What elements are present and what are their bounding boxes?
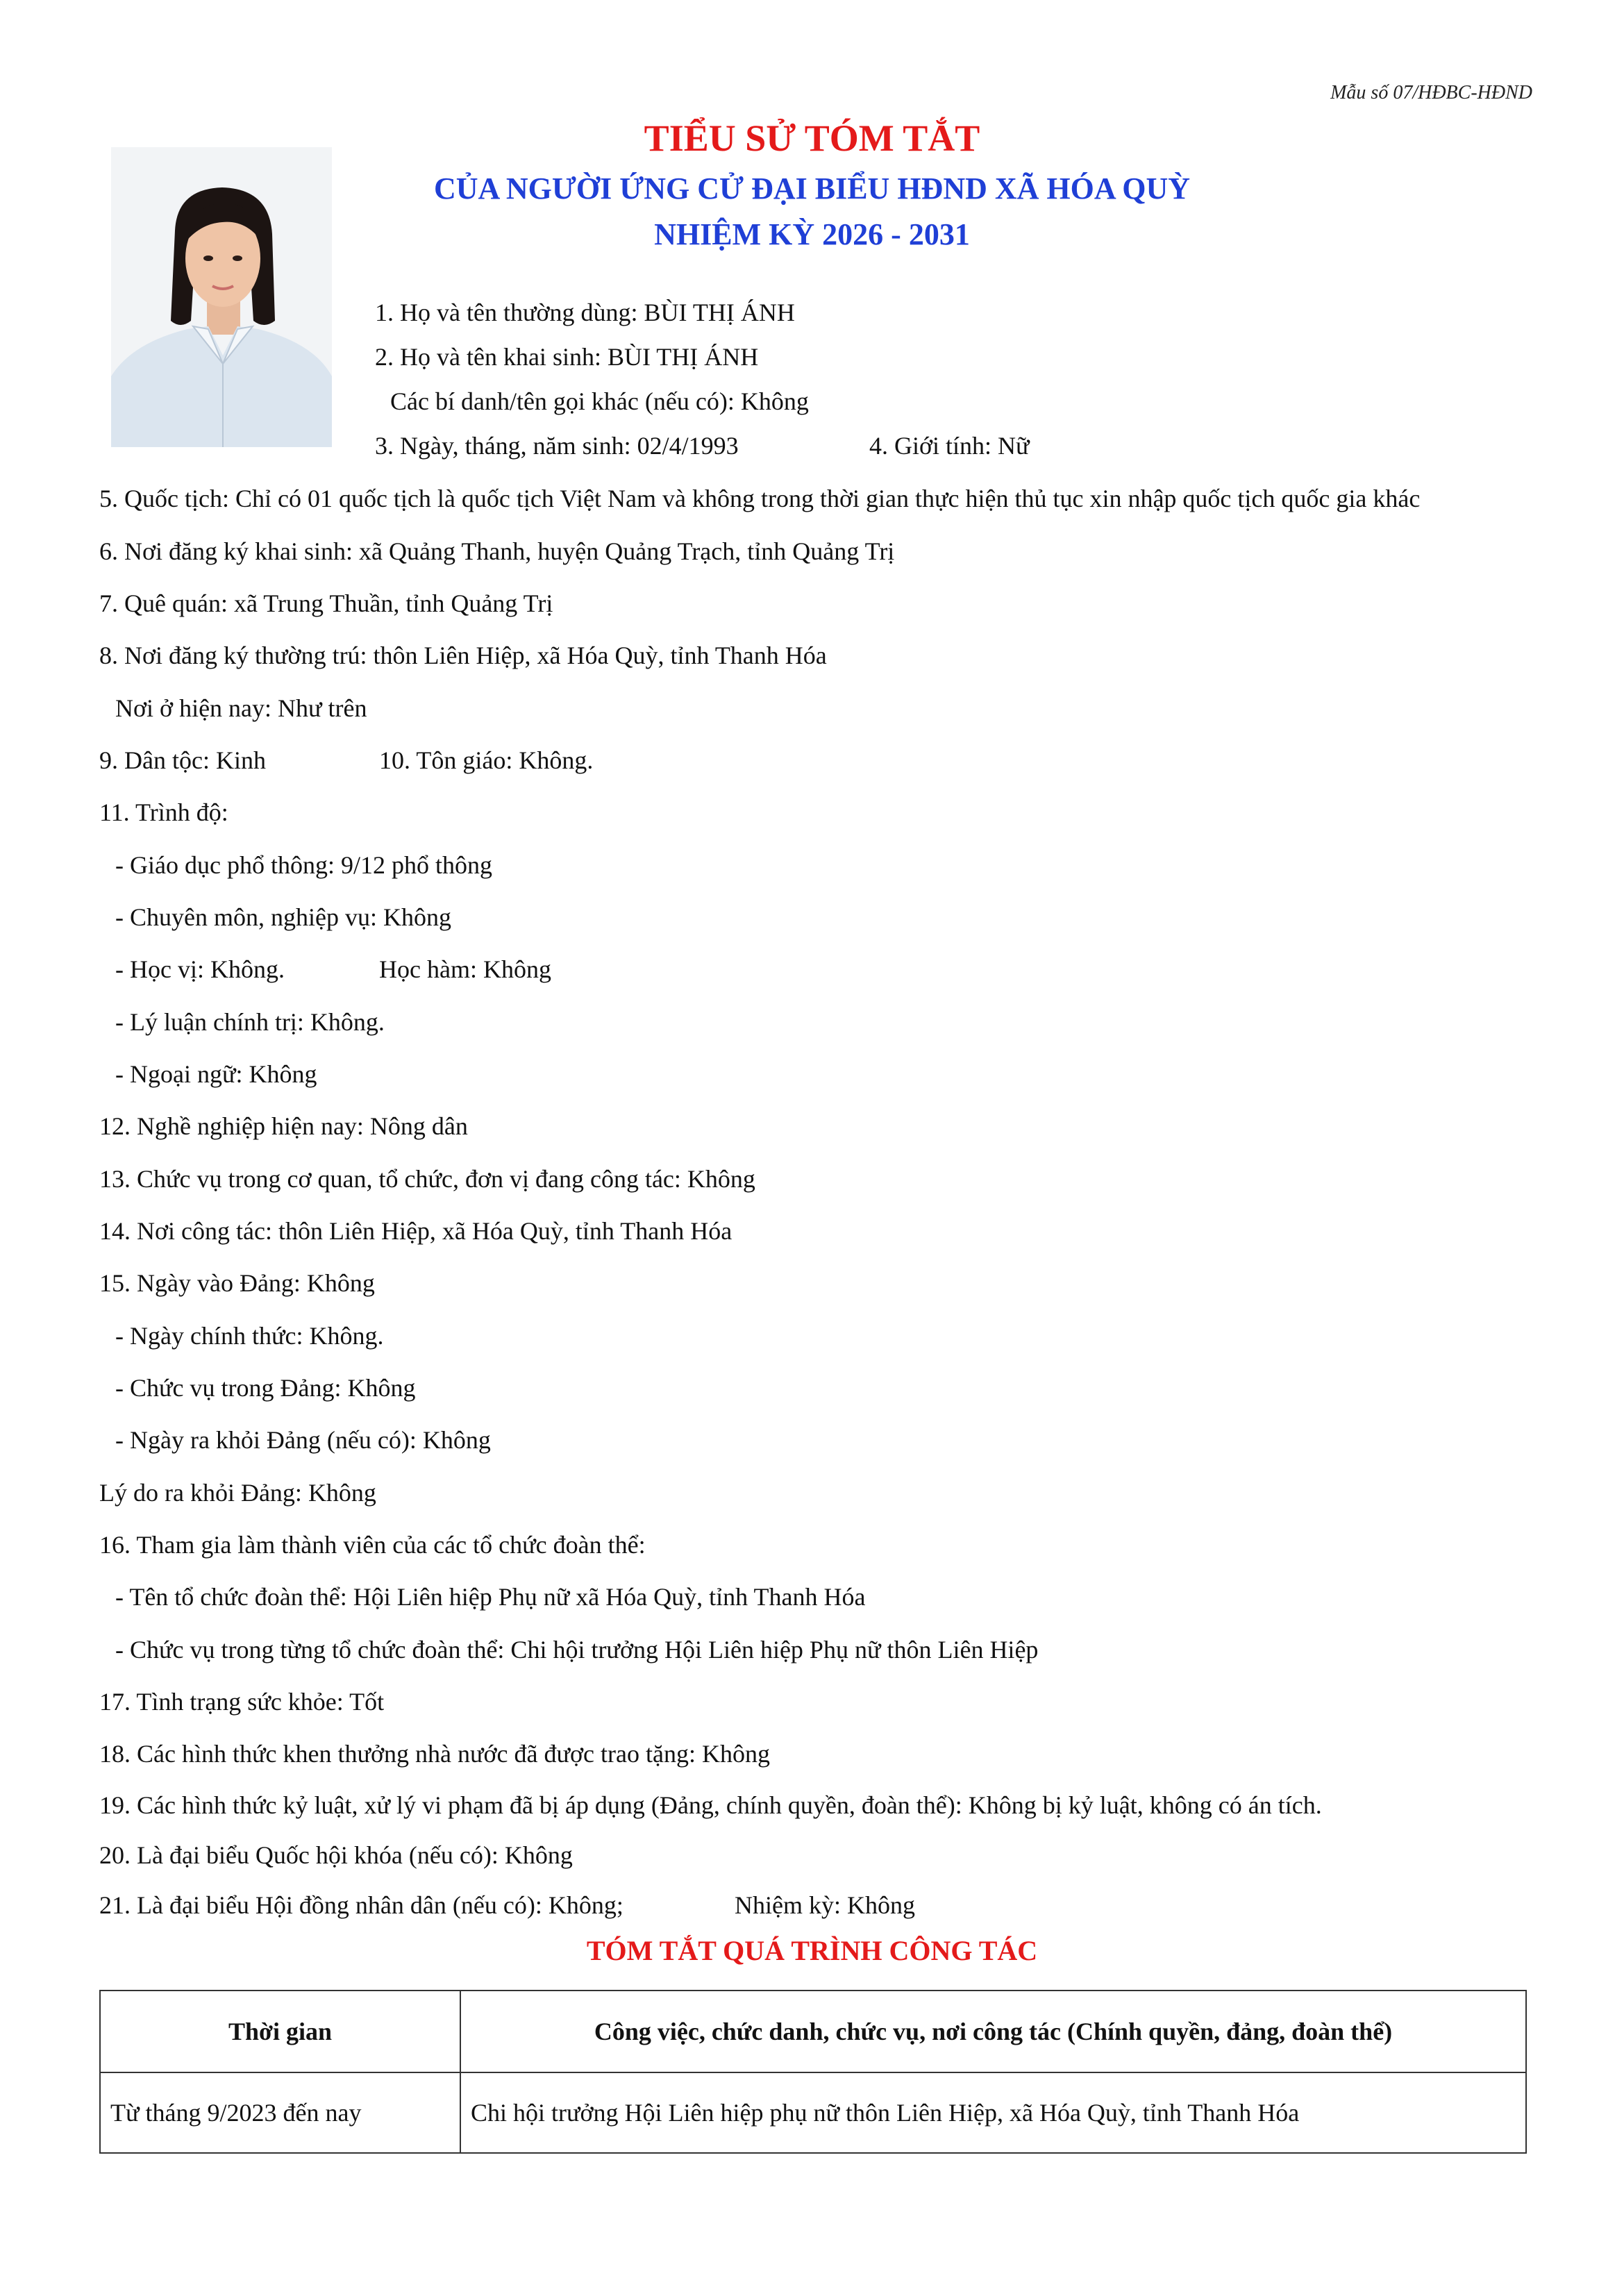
field-party-position: - Chức vụ trong Đảng: Không	[115, 1374, 416, 1402]
field-awards: 18. Các hình thức khen thưởng nhà nước đã được trao tặng: Không	[99, 1740, 770, 1768]
field-workplace: 14. Nơi công tác: thôn Liên Hiệp, xã Hóa Quỳ, tỉnh Thanh Hóa	[99, 1217, 733, 1245]
field-education-heading: 11. Trình độ:	[99, 798, 228, 826]
field-health: 17. Tình trạng sức khỏe: Tốt	[99, 1688, 385, 1716]
table-row	[100, 2072, 1526, 2153]
table-cell-job: Chi hội trưởng Hội Liên hiệp phụ nữ thôn Liên Hiệp, xã Hóa Quỳ, tỉnh Thanh Hóa	[460, 2072, 1526, 2153]
field-date-of-birth: 3. Ngày, tháng, năm sinh: 02/4/1993	[375, 432, 739, 460]
field-general-education: - Giáo dục phổ thông: 9/12 phổ thông	[115, 851, 492, 879]
portrait-photo	[111, 147, 332, 447]
field-birth-registration: 6. Nơi đăng ký khai sinh: xã Quảng Thanh, huyện Quảng Trạch, tỉnh Quảng Trị	[99, 537, 895, 565]
field-degree: - Học vị: Không.	[115, 955, 285, 983]
field-academic-title: Học hàm: Không	[379, 955, 551, 983]
field-party-leave-date: - Ngày ra khỏi Đảng (nếu có): Không	[115, 1426, 491, 1454]
field-specialization: - Chuyên môn, nghiệp vụ: Không	[115, 903, 451, 931]
field-occupation: 12. Nghề nghiệp hiện nay: Nông dân	[99, 1112, 468, 1140]
field-organization-position: - Chức vụ trong từng tổ chức đoàn thể: Chi hội trưởng Hội Liên hiệp Phụ nữ thôn Liên Hiệp	[115, 1636, 1039, 1664]
work-history-title: TÓM TẮT QUÁ TRÌNH CÔNG TÁC	[586, 1935, 1038, 1966]
document-title: TIỂU SỬ TÓM TẮT	[644, 117, 980, 159]
field-position: 13. Chức vụ trong cơ quan, tổ chức, đơn vị đang công tác: Không	[99, 1165, 755, 1193]
field-current-residence: Nơi ở hiện nay: Như trên	[115, 694, 367, 722]
form-number: Mẫu số 07/HĐBC-HĐND	[1330, 82, 1532, 103]
field-political-theory: - Lý luận chính trị: Không.	[115, 1008, 385, 1036]
field-council-term: Nhiệm kỳ: Không	[735, 1891, 915, 1919]
field-nationality: 5. Quốc tịch: Chỉ có 01 quốc tịch là quốc tịch Việt Nam và không trong thời gian thực hiện thủ tục xin nhập quốc tịch quốc gia khác	[99, 485, 1421, 512]
work-history-table	[99, 1990, 1527, 2154]
field-council-delegate: 21. Là đại biểu Hội đồng nhân dân (nếu có): Không;	[99, 1891, 623, 1919]
field-ethnicity: 9. Dân tộc: Kinh	[99, 746, 266, 774]
table-header-row	[100, 1991, 1526, 2072]
field-aliases: Các bí danh/tên gọi khác (nếu có): Không	[390, 387, 809, 415]
column-header-time: Thời gian	[100, 1991, 460, 2072]
field-religion: 10. Tôn giáo: Không.	[379, 746, 594, 774]
document-subtitle: CỦA NGƯỜI ỨNG CỬ ĐẠI BIỂU HĐND XÃ HÓA QUỲ	[433, 171, 1191, 206]
field-permanent-residence: 8. Nơi đăng ký thường trú: thôn Liên Hiệp, xã Hóa Quỳ, tỉnh Thanh Hóa	[99, 642, 827, 669]
field-gender: 4. Giới tính: Nữ	[869, 432, 1030, 460]
table-cell-time: Từ tháng 9/2023 đến nay	[100, 2072, 460, 2153]
field-birth-name: 2. Họ và tên khai sinh: BÙI THỊ ÁNH	[375, 343, 759, 371]
field-organizations-heading: 16. Tham gia làm thành viên của các tổ chức đoàn thể:	[99, 1531, 646, 1559]
field-party-leave-reason: Lý do ra khỏi Đảng: Không	[99, 1479, 376, 1507]
field-organization-name: - Tên tổ chức đoàn thể: Hội Liên hiệp Phụ nữ xã Hóa Quỳ, tỉnh Thanh Hóa	[115, 1583, 866, 1611]
field-national-assembly: 20. Là đại biểu Quốc hội khóa (nếu có): Không	[99, 1841, 573, 1869]
field-party-join-date: 15. Ngày vào Đảng: Không	[99, 1269, 375, 1297]
field-foreign-language: - Ngoại ngữ: Không	[115, 1060, 317, 1088]
column-header-job: Công việc, chức danh, chức vụ, nơi công tác (Chính quyền, đảng, đoàn thể)	[460, 1991, 1526, 2072]
field-hometown: 7. Quê quán: xã Trung Thuần, tỉnh Quảng Trị	[99, 589, 553, 617]
field-party-official-date: - Ngày chính thức: Không.	[115, 1322, 384, 1350]
document-term: NHIỆM KỲ 2026 - 2031	[654, 217, 970, 251]
field-common-name: 1. Họ và tên thường dùng: BÙI THỊ ÁNH	[375, 299, 795, 326]
field-discipline: 19. Các hình thức kỷ luật, xử lý vi phạm đã bị áp dụng (Đảng, chính quyền, đoàn thể): Không bị kỷ luật, không có án tích.	[99, 1791, 1322, 1819]
